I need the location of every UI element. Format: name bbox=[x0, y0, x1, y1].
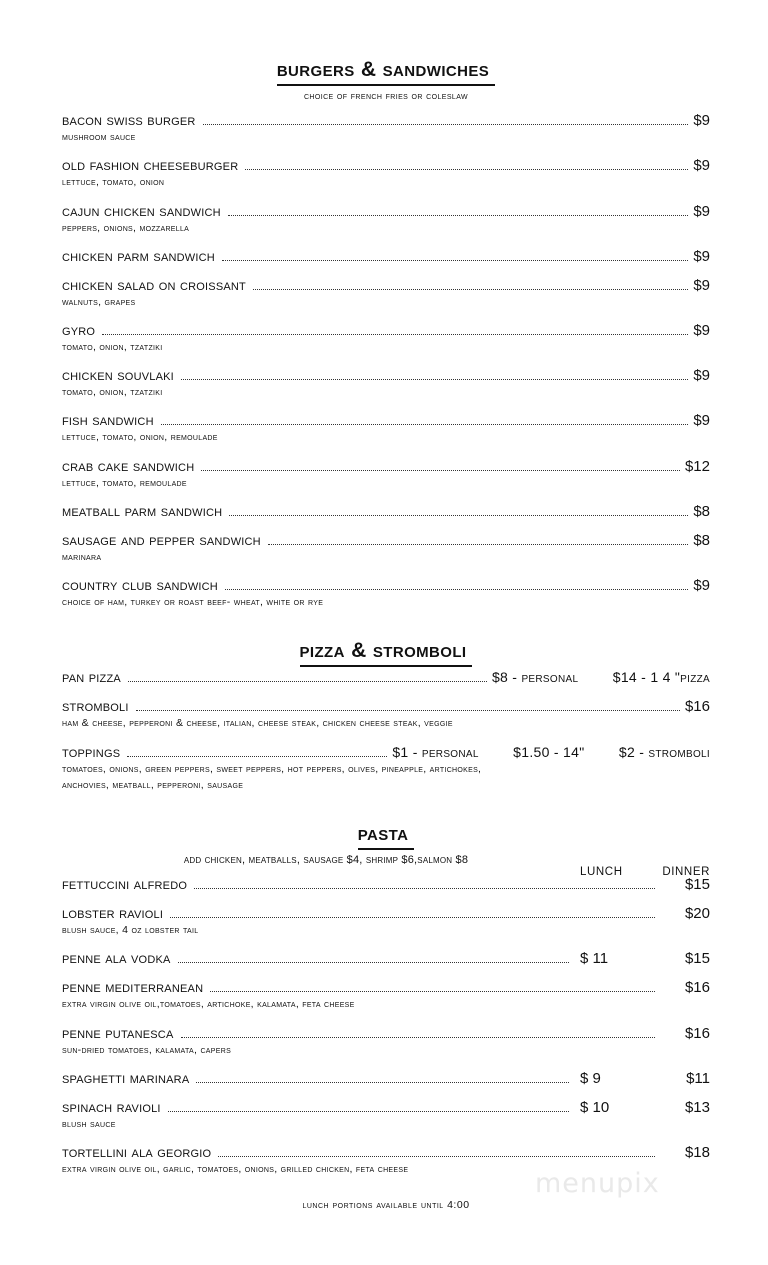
menu-item-price: $9 bbox=[693, 112, 710, 130]
menu-item-line bbox=[62, 157, 710, 174]
menu-item bbox=[62, 112, 710, 145]
menu-item-name: lobster ravioli bbox=[62, 905, 164, 923]
menu-item-description: mushroom sauce bbox=[62, 131, 136, 144]
menu-item bbox=[62, 876, 710, 893]
menu-item-line bbox=[62, 744, 710, 761]
menu-item-name: meatball parm sandwich bbox=[62, 502, 223, 520]
spacer bbox=[62, 148, 710, 157]
leader-dots bbox=[228, 215, 689, 216]
toppings-price-personal: $1 - personal bbox=[392, 743, 479, 760]
spacer bbox=[62, 568, 710, 577]
spacer bbox=[62, 689, 710, 698]
menu-item-line bbox=[62, 905, 710, 922]
leader-dots bbox=[210, 991, 655, 992]
menu-item bbox=[62, 577, 710, 610]
menu-item-line bbox=[62, 979, 710, 996]
menu-item bbox=[62, 950, 710, 967]
menu-item-line bbox=[62, 503, 710, 520]
spacer bbox=[62, 449, 710, 458]
menu-item-price-dinner: $20 bbox=[684, 905, 710, 923]
menu-item-line bbox=[62, 412, 710, 429]
menu-item-description: extra virgin olive oil,tomatoes, artichoke, kalamata, feta cheese bbox=[62, 998, 355, 1011]
menu-item-price-dinner: $18 bbox=[684, 1144, 710, 1162]
menu-item-name: chicken parm sandwich bbox=[62, 247, 215, 265]
menu-item-line bbox=[62, 248, 710, 265]
menu-item-name: toppings bbox=[62, 743, 121, 761]
menu-item-name: spaghetti marinara bbox=[62, 1069, 190, 1087]
menu-item-price: $9 bbox=[693, 202, 710, 220]
menu-item-name: tortellini ala georgio bbox=[62, 1144, 212, 1162]
menu-item-price-dinner: $15 bbox=[684, 876, 710, 894]
spacer bbox=[62, 735, 710, 744]
menu-item-name: penne mediterranean bbox=[62, 979, 204, 997]
leader-dots bbox=[229, 515, 688, 516]
menu-item bbox=[62, 322, 710, 355]
spacer bbox=[62, 970, 710, 979]
menu-item-line bbox=[62, 1099, 710, 1116]
section-pasta bbox=[62, 822, 710, 1177]
menu-item-name: sausage and pepper sandwich bbox=[62, 531, 261, 549]
leader-dots bbox=[127, 756, 387, 757]
menu-item-description: blush sauce bbox=[62, 1117, 116, 1130]
column-header-dinner: DINNER bbox=[662, 866, 710, 879]
menu-item-name: spinach ravioli bbox=[62, 1098, 161, 1116]
footer-note: lunch portions available until 4:00 bbox=[302, 1199, 470, 1212]
menu-item-price: $12 bbox=[684, 457, 710, 475]
menu-item-line bbox=[62, 876, 710, 893]
spacer bbox=[62, 358, 710, 367]
spacer bbox=[62, 896, 710, 905]
leader-dots bbox=[102, 334, 688, 335]
spacer bbox=[62, 796, 710, 822]
leader-dots bbox=[203, 124, 689, 125]
menu-item bbox=[62, 503, 710, 520]
menu-item-name: gyro bbox=[62, 322, 96, 340]
menu-item-name: chicken souvlaki bbox=[62, 367, 174, 385]
watermark-menupix: menupix bbox=[535, 1168, 660, 1199]
spacer bbox=[62, 1061, 710, 1070]
menu-item bbox=[62, 248, 710, 265]
menu-item-price-dinner: $16 bbox=[684, 1024, 710, 1042]
leader-dots bbox=[225, 589, 688, 590]
toppings-description-line1: tomatoes, onions, green peppers, sweet peppers, hot peppers, olives, pineapple, artichokes, bbox=[62, 762, 482, 775]
menu-item bbox=[62, 458, 710, 491]
spacer bbox=[62, 613, 710, 639]
menu-item-price: $9 bbox=[693, 322, 710, 340]
menu-item-name: penne putanesca bbox=[62, 1024, 174, 1042]
menu-item-description: choice of ham, turkey or roast beef- wheat, white or rye bbox=[62, 596, 324, 609]
menu-item-description: tomato, onion, tzatziki bbox=[62, 341, 163, 354]
spacer bbox=[62, 1135, 710, 1144]
menu-item-name: cajun chicken sandwich bbox=[62, 202, 221, 220]
leader-dots bbox=[181, 379, 688, 380]
menu-item-price: $9 bbox=[693, 276, 710, 294]
leader-dots bbox=[168, 1111, 569, 1112]
menu-item-name: stromboli bbox=[62, 698, 129, 716]
menu-item-line bbox=[62, 1144, 710, 1161]
menu-item-price: $16 bbox=[684, 698, 710, 716]
section-subtitle-pasta: add chicken, meatballs, sausage $4, shrimp $6,salmon $8 bbox=[183, 854, 469, 867]
spacer bbox=[62, 239, 710, 248]
menu-item-line bbox=[62, 203, 710, 220]
menu-item bbox=[62, 1099, 710, 1132]
leader-dots bbox=[181, 1037, 656, 1038]
section-title-burgers: burgers & sandwiches bbox=[277, 58, 495, 86]
menu-item-price: $8 bbox=[693, 502, 710, 520]
menu-item-name: crab cake sandwich bbox=[62, 457, 195, 475]
menu-item-price: $9 bbox=[693, 412, 710, 430]
menu-item-line bbox=[62, 669, 710, 686]
spacer bbox=[62, 403, 710, 412]
menu-item-name: penne ala vodka bbox=[62, 950, 171, 968]
menu-item-line bbox=[62, 1025, 710, 1042]
menu-item-name: fish sandwich bbox=[62, 412, 154, 430]
menu-item bbox=[62, 203, 710, 236]
menu-item-price-lunch: $ 10 bbox=[580, 1098, 610, 1116]
menu-content bbox=[62, 58, 710, 1211]
menu-item-description: peppers, onions, mozzarella bbox=[62, 221, 190, 234]
menu-item-line bbox=[62, 577, 710, 594]
menu-item-name: fettuccini alfredo bbox=[62, 876, 188, 894]
menu-item bbox=[62, 532, 710, 565]
menu-item-price: $9 bbox=[693, 367, 710, 385]
leader-dots bbox=[268, 544, 688, 545]
menu-item-price-dinner: $15 bbox=[684, 950, 710, 968]
section-header-pizza bbox=[62, 639, 710, 667]
menu-item-name: country club sandwich bbox=[62, 577, 218, 595]
leader-dots bbox=[218, 1156, 655, 1157]
menu-item bbox=[62, 367, 710, 400]
menu-item-name: bacon swiss burger bbox=[62, 112, 196, 130]
leader-dots bbox=[178, 962, 569, 963]
menu-item-price: $9 bbox=[693, 157, 710, 175]
spacer bbox=[62, 494, 710, 503]
menu-item-price: $9 bbox=[693, 577, 710, 595]
menu-item bbox=[62, 1070, 710, 1087]
spacer bbox=[62, 313, 710, 322]
menu-item-name: pan pizza bbox=[62, 669, 121, 687]
menu-item-description: lettuce, tomato, remoulade bbox=[62, 476, 187, 489]
menu-item bbox=[62, 979, 710, 1012]
menu-item-line bbox=[62, 950, 710, 967]
leader-dots bbox=[128, 681, 487, 682]
menu-item-description: lettuce, tomato, onion bbox=[62, 176, 165, 189]
menu-item-description: marinara bbox=[62, 550, 102, 563]
toppings-price-stromboli: $2 - stromboli bbox=[618, 743, 710, 760]
menu-item-price-lunch: $ 9 bbox=[580, 1069, 601, 1087]
leader-dots bbox=[253, 289, 688, 290]
leader-dots bbox=[201, 470, 680, 471]
menu-item-description: extra virgin olive oil, garlic, tomatoes, onions, grilled chicken, feta cheese bbox=[62, 1163, 409, 1176]
menu-item bbox=[62, 905, 710, 938]
column-header-lunch: LUNCH bbox=[580, 866, 623, 879]
menu-item-line bbox=[62, 532, 710, 549]
menu-list-pasta bbox=[62, 876, 710, 1177]
spacer bbox=[62, 523, 710, 532]
menu-item bbox=[62, 1025, 710, 1058]
leader-dots bbox=[245, 169, 688, 170]
menu-item-price-dinner: $11 bbox=[686, 1069, 710, 1087]
menu-item-description: tomato, onion, tzatziki bbox=[62, 386, 163, 399]
menu-item-price-lunch: $ 11 bbox=[580, 950, 609, 968]
menu-item-line bbox=[62, 1070, 710, 1087]
menu-item-price: $8 bbox=[693, 531, 710, 549]
leader-dots bbox=[194, 888, 655, 889]
menu-item-stromboli bbox=[62, 698, 710, 731]
spacer bbox=[62, 941, 710, 950]
toppings-price-14: $1.50 - 14" bbox=[513, 743, 585, 760]
menu-list-burgers bbox=[62, 112, 710, 610]
section-title-pasta: pasta bbox=[358, 822, 415, 850]
menu-item-price: $9 bbox=[693, 247, 710, 265]
section-burgers bbox=[62, 58, 710, 610]
pan-pizza-prices bbox=[492, 669, 710, 685]
section-pizza bbox=[62, 639, 710, 793]
spacer bbox=[62, 268, 710, 277]
menu-item-name: chicken salad on croissant bbox=[62, 276, 246, 294]
leader-dots bbox=[136, 710, 680, 711]
section-subtitle-burgers: choice of french fries or coleslaw bbox=[303, 90, 469, 103]
menu-item-description: lettuce, tomato, onion, remoulade bbox=[62, 431, 218, 444]
spacer bbox=[62, 1090, 710, 1099]
section-title-pizza: pizza & stromboli bbox=[300, 639, 473, 667]
menu-item bbox=[62, 277, 710, 310]
menu-item bbox=[62, 157, 710, 190]
menu-item-toppings bbox=[62, 744, 710, 793]
section-header-burgers bbox=[62, 58, 710, 86]
section-header-pasta bbox=[62, 822, 710, 850]
leader-dots bbox=[196, 1082, 569, 1083]
menu-item-description: sun-dried tomatoes, kalamata, capers bbox=[62, 1043, 232, 1056]
menu-item-description: blush sauce, 4 oz lobster tail bbox=[62, 924, 199, 937]
menu-item-description: walnuts, grapes bbox=[62, 295, 136, 308]
menu-item-line bbox=[62, 458, 710, 475]
menu-item-line bbox=[62, 277, 710, 294]
menu-item-line bbox=[62, 698, 710, 715]
menu-item-description: ham & cheese, pepperoni & cheese, italian, cheese steak, chicken cheese steak, veggie bbox=[62, 717, 453, 730]
menu-item-pan-pizza bbox=[62, 669, 710, 686]
menu-item-line bbox=[62, 367, 710, 384]
menu-item-name: old fashion cheeseburger bbox=[62, 157, 239, 175]
pan-pizza-price-large: $14 - 1 4 "pizza bbox=[612, 669, 710, 686]
menu-item-line bbox=[62, 322, 710, 339]
toppings-prices bbox=[392, 744, 710, 760]
leader-dots bbox=[161, 424, 689, 425]
menu-item bbox=[62, 412, 710, 445]
spacer bbox=[62, 1016, 710, 1025]
menu-item-price-dinner: $16 bbox=[684, 979, 710, 997]
leader-dots bbox=[170, 917, 655, 918]
menu-item-price-dinner: $13 bbox=[684, 1098, 710, 1116]
toppings-description-line2: anchovies, meatball, pepperoni, sausage bbox=[62, 778, 244, 791]
menu-item-line bbox=[62, 112, 710, 129]
leader-dots bbox=[222, 260, 688, 261]
pan-pizza-price-personal: $8 - personal bbox=[491, 669, 579, 686]
spacer bbox=[62, 194, 710, 203]
